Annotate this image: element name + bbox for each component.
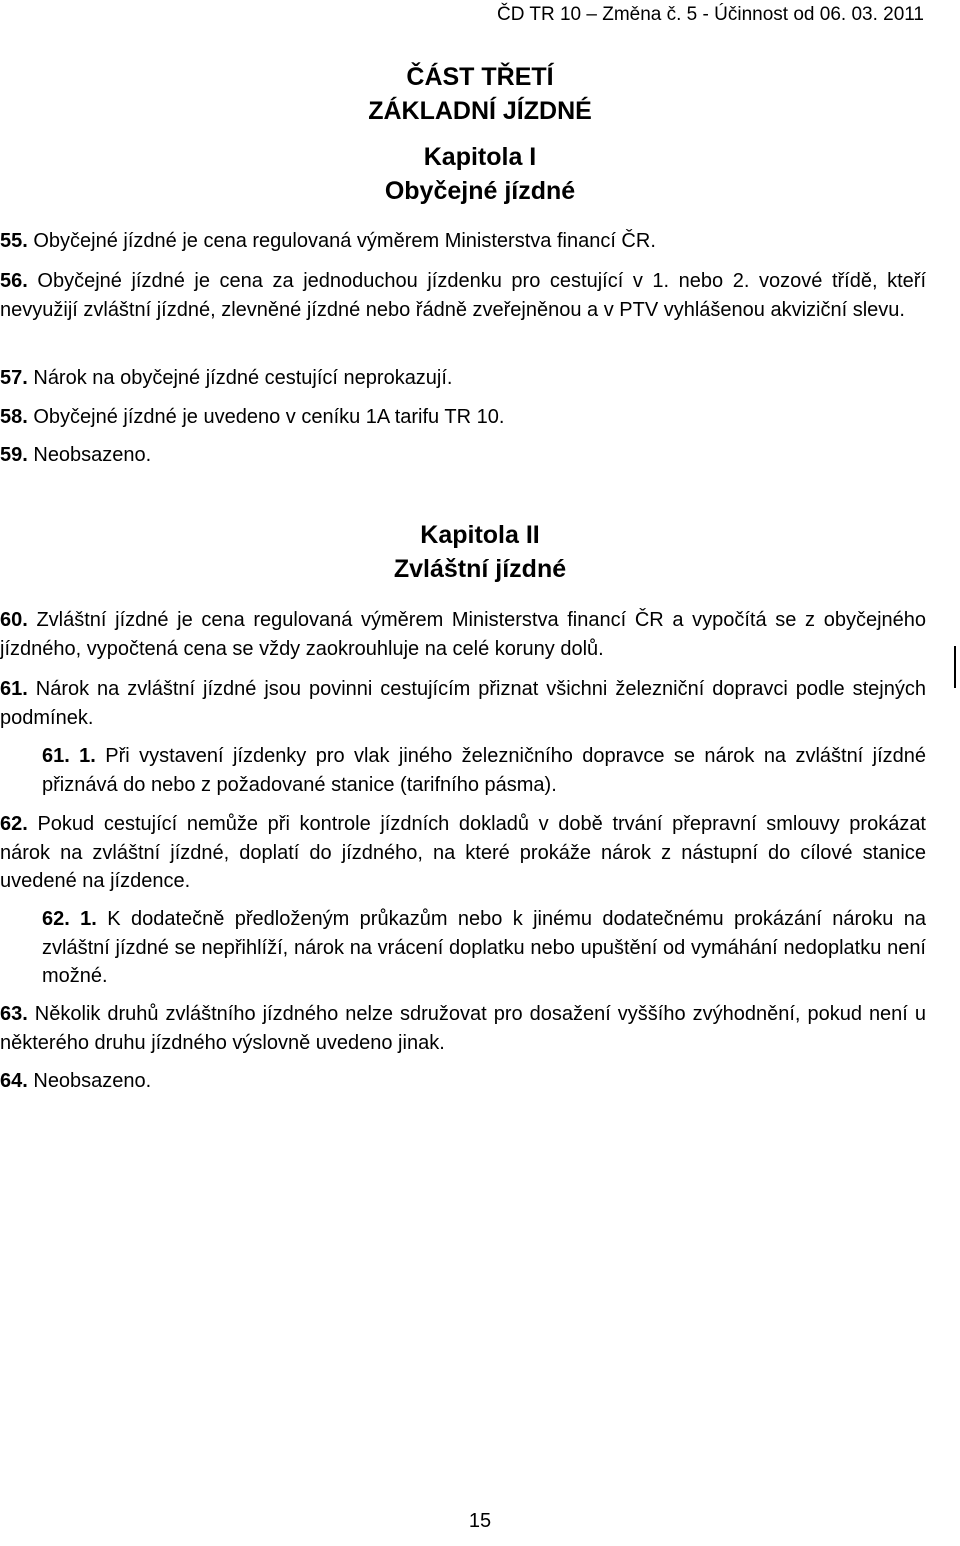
paragraph-64 <box>0 1067 926 1096</box>
paragraph-text: Neobsazeno. <box>27 444 152 466</box>
part-title-line1: ČÁST TŘETÍ <box>406 63 554 91</box>
paragraph-number: 64. <box>0 1070 28 1092</box>
paragraph-number: 59. <box>0 444 28 466</box>
paragraph-61 <box>0 675 926 732</box>
paragraph-63 <box>0 1000 926 1057</box>
paragraph-61-1 <box>42 742 926 799</box>
document-header: ČD TR 10 – Změna č. 5 - Účinnost od 06. 03. 2011 <box>496 4 924 25</box>
chapter-2-number: Kapitola II <box>420 521 540 549</box>
chapter-2-title: Zvláštní jízdné <box>393 555 567 583</box>
paragraph-text: Při vystavení jízdenky pro vlak jiného železničního dopravce se nárok na zvláštní jízdné přiznává do nebo z požadované stanice (tarifního pásma). <box>42 745 926 796</box>
change-bar <box>954 646 956 688</box>
chapter-1-number: Kapitola I <box>423 143 537 171</box>
paragraph-number: 63. <box>0 1003 28 1025</box>
paragraph-text: Obyčejné jízdné je cena za jednoduchou jízdenku pro cestující v 1. nebo 2. vozové třídě, kteří nevyužijí zvláštní jízdné, zlevněné jízdné nebo řádně zveřejněnou a v PTV vyhlášenou akviziční slevu. <box>0 270 926 321</box>
paragraph-number: 56. <box>0 270 28 292</box>
paragraph-number: 62. 1. <box>42 908 97 930</box>
paragraph-text: Obyčejné jízdné je cena regulovaná výměrem Ministerstva financí ČR. <box>27 230 656 252</box>
chapter-1-title: Obyčejné jízdné <box>384 177 576 205</box>
paragraph-62-1 <box>42 905 926 991</box>
paragraph-59 <box>0 441 926 470</box>
paragraph-number: 61. 1. <box>42 745 96 767</box>
paragraph-text: Neobsazeno. <box>27 1070 152 1092</box>
paragraph-text: Pokud cestující nemůže při kontrole jízdních dokladů v době trvání přepravní smlouvy prokázat nárok na zvláštní jízdné, doplatí do jízdného, na které prokáže nárok z nástupní do cílové stanice uvedené na jízdence. <box>0 813 926 892</box>
paragraph-text: Zvláštní jízdné je cena regulovaná výměrem Ministerstva financí ČR a vypočítá se z obyčejného jízdného, vypočtená cena se vždy zaokrouhluje na celé koruny dolů. <box>0 609 926 660</box>
paragraph-62 <box>0 810 926 896</box>
paragraph-number: 58. <box>0 406 28 428</box>
paragraph-number: 55. <box>0 230 28 252</box>
paragraph-55 <box>0 227 926 256</box>
paragraph-number: 57. <box>0 367 28 389</box>
paragraph-text: Obyčejné jízdné je uvedeno v ceníku 1A tarifu TR 10. <box>27 406 505 428</box>
paragraph-number: 60. <box>0 609 28 631</box>
paragraph-56 <box>0 267 926 324</box>
paragraph-58 <box>0 403 926 432</box>
paragraph-57 <box>0 364 926 393</box>
paragraph-text: Nárok na obyčejné jízdné cestující neprokazují. <box>27 367 453 389</box>
paragraph-number: 61. <box>0 678 28 700</box>
page-number: 15 <box>468 1510 492 1532</box>
paragraph-text: K dodatečně předloženým průkazům nebo k jinému dodatečnému prokázání nároku na zvláštní jízdné se nepřihlíží, nárok na vrácení doplatku nebo upuštění od vymáhání nedoplatku není možné. <box>42 908 926 987</box>
paragraph-number: 62. <box>0 813 28 835</box>
paragraph-text: Nárok na zvláštní jízdné jsou povinni cestujícím přiznat všichni železniční dopravci podle stejných podmínek. <box>0 678 926 729</box>
paragraph-60 <box>0 606 926 663</box>
part-title-line2: ZÁKLADNÍ JÍZDNÉ <box>368 97 592 125</box>
paragraph-text: Několik druhů zvláštního jízdného nelze sdružovat pro dosažení vyššího zvýhodnění, pokud není u některého druhu jízdného výslovně uvedeno jinak. <box>0 1003 926 1054</box>
